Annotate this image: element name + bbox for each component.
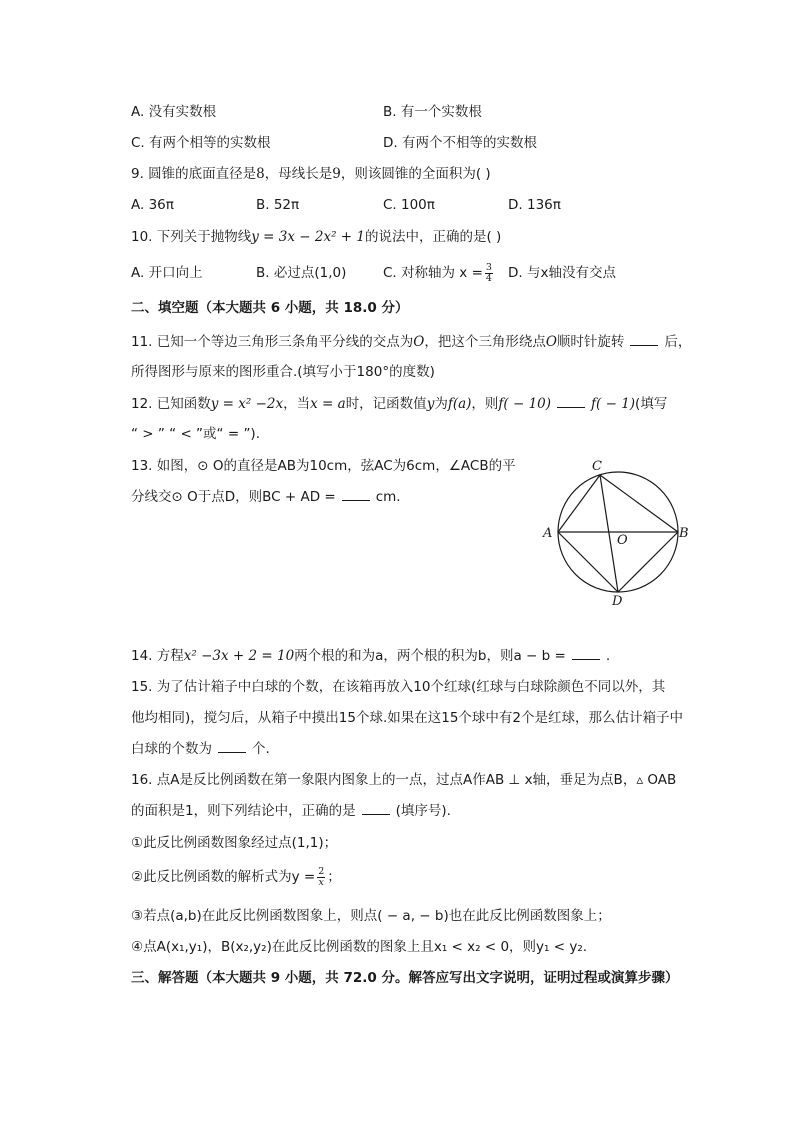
answer-blank[interactable]: [218, 740, 246, 753]
q14-stem: 14. 方程x² −3x + 2 = 10两个根的和为a，两个根的积为b，则a − b = .: [131, 648, 611, 664]
label-d: D: [612, 594, 623, 609]
chord-cb: [600, 475, 678, 532]
chord-ad: [558, 532, 618, 592]
q10-option-c: C. 对称轴为 x = $\frac{3}{4}$: [383, 261, 492, 284]
answer-blank[interactable]: [342, 488, 370, 501]
q9-option-a: A. 36π: [131, 197, 174, 213]
q8-option-b: B. 有一个实数根: [383, 104, 482, 120]
circle-geometry-figure: [536, 455, 696, 610]
q12-line-2: “ > ” “ < ”或“ = ”).: [131, 426, 260, 442]
q11-line-1: 11. 已知一个等边三角形三条角平分线的交点为O，把这个三角形绕点O顺时针旋转 后，: [131, 334, 692, 350]
label-a: A: [543, 526, 553, 541]
fraction-three-quarters: $\frac{3}{4}$: [485, 261, 492, 284]
section-heading-fill-in: 二、填空题（本大题共 6 小题，共 18.0 分）: [131, 300, 409, 316]
q10-option-b: B. 必过点(1,0): [256, 265, 347, 281]
q10-option-d: D. 与x轴没有交点: [508, 265, 616, 281]
chord-cd: [600, 475, 618, 592]
q8-option-c: C. 有两个相等的实数根: [131, 135, 271, 151]
q13-line-1: 13. 如图，⊙ O的直径是AB为10cm，弦AC为6cm，∠ACB的平: [131, 458, 516, 474]
q8-option-a: A. 没有实数根: [131, 104, 217, 120]
label-o: O: [617, 533, 628, 548]
q16-line-2: 的面积是1，则下列结论中，正确的是 (填序号).: [131, 803, 451, 819]
q13-line-2: 分线交⊙ O于点D，则BC + AD = cm.: [131, 489, 401, 505]
q15-line-2: 他均相同)，搅匀后，从箱子中摸出15个球.如果在这15个球中有2个是红球，那么估计箱子中: [131, 710, 684, 726]
q9-option-b: B. 52π: [256, 197, 300, 213]
answer-blank[interactable]: [557, 395, 585, 408]
answer-blank[interactable]: [362, 802, 390, 815]
q9-option-d: D. 136π: [508, 197, 561, 213]
q10-option-a: A. 开口向上: [131, 265, 203, 281]
q9-option-c: C. 100π: [383, 197, 435, 213]
q15-line-1: 15. 为了估计箱子中白球的个数，在该箱再放入10个红球(红球与白球除颜色不同以外，其: [131, 679, 666, 695]
q8-option-d: D. 有两个不相等的实数根: [383, 135, 537, 151]
q16-conclusion-3: ③若点(a,b)在此反比例函数图象上，则点( − a, − b)也在此反比例函数图象上；: [131, 908, 611, 924]
answer-blank[interactable]: [630, 333, 658, 346]
answer-blank[interactable]: [572, 647, 600, 660]
q15-line-3: 白球的个数为 个.: [131, 741, 270, 757]
q16-conclusion-1: ①此反比例函数图象经过点(1,1)；: [131, 835, 338, 851]
q16-conclusion-4: ④点A(x₁,y₁)，B(x₂,y₂)在此反比例函数的图象上且x₁ < x₂ < 0，则y₁ < y₂.: [131, 939, 588, 955]
q16-line-1: 16. 点A是反比例函数在第一象限内图象上的一点，过点A作AB ⊥ x轴，垂足为点B，▵ OAB: [131, 772, 677, 788]
q16-conclusion-2: ②此反比例函数的解析式为y = $\frac{2}{x}$ ；: [131, 865, 341, 888]
fraction-two-over-x: $\frac{2}{x}$: [318, 865, 325, 888]
label-c: C: [592, 459, 602, 474]
label-b: B: [679, 526, 689, 541]
q10-stem: 10. 下列关于抛物线y = 3x − 2x² + 1的说法中，正确的是( ): [131, 229, 502, 245]
q9-stem: 9. 圆锥的底面直径是8，母线长是9，则该圆锥的全面积为( ): [131, 166, 491, 182]
chord-ac: [558, 475, 600, 532]
section-heading-answer: 三、解答题（本大题共 9 小题，共 72.0 分。解答应写出文字说明，证明过程或演算步骤）: [131, 970, 679, 986]
q11-line-2: 所得图形与原来的图形重合.(填写小于180°的度数): [131, 364, 435, 380]
q12-line-1: 12. 已知函数y = x² −2x，当x = a时，记函数值y为f(a)，则f( − 10) f( − 1)(填写: [131, 396, 668, 412]
